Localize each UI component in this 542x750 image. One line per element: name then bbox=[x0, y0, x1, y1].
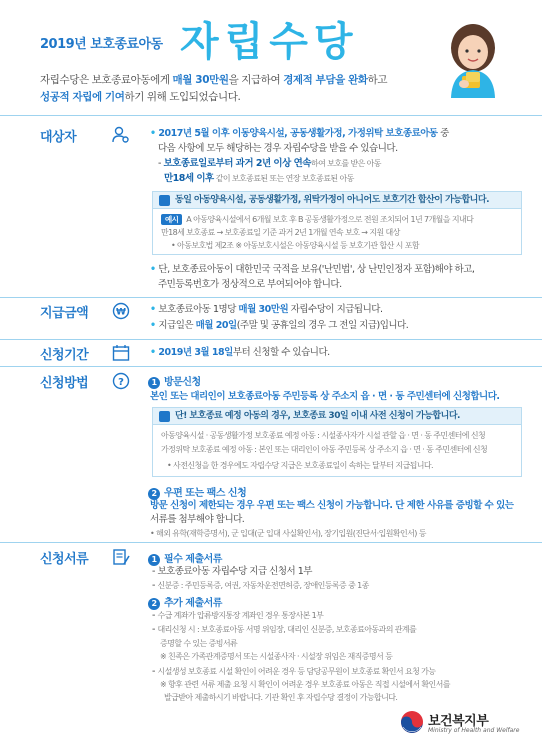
coin-won-icon bbox=[112, 302, 130, 320]
target-note-head: 동일 아동양육시설, 공동생활가정, 위탁가정이 아니어도 보호기간 합산이 가능합니다. bbox=[153, 192, 521, 209]
target-note-line-3: • 아동보호법 제2조 ※ 아동보호시설은 아동양육시설 등 보호기관 합산 시 포함 bbox=[171, 241, 419, 250]
ministry-logo bbox=[400, 708, 520, 738]
intro-highlight: 경제적 부담을 완화 bbox=[283, 74, 368, 86]
method-mail-line-1: 방문 신청이 제한되는 경우 우편 또는 팩스 신청이 가능합니다. 단 제한 사유를 증빙할 수 있는 bbox=[150, 500, 514, 511]
target-line-5: • 단, 보호종료아동이 대한민국 국적을 보유('난민법', 상 난민인정자 포함)해야 하고, bbox=[150, 264, 475, 275]
intro-highlight: 매월 30만원 bbox=[172, 74, 229, 86]
method-sub-visit: 1 방문신청 bbox=[148, 373, 201, 389]
intro-highlight: 성공적 자립에 기여 bbox=[40, 91, 125, 103]
method-note-box bbox=[152, 407, 522, 477]
period-line-1: • 2019년 3월 18일부터 신청할 수 있습니다. bbox=[150, 347, 330, 358]
section-title-method: 신청방법 bbox=[40, 376, 89, 391]
taegeuk-logo-icon bbox=[400, 710, 424, 734]
docs-additional-line-1: - 수급 계좌가 압류방지통장 계좌인 경우 통장사본 1부 bbox=[152, 610, 324, 621]
target-line-3: - 보호종료일로부터 과거 2년 이상 연속하여 보호를 받은 아동 bbox=[158, 158, 381, 169]
target-line-4: 만18세 이후 같이 보호종료된 또는 연장 보호종료된 아동 bbox=[164, 173, 354, 184]
docs-additional-line-7: 발급받아 제출하시기 바랍니다. 기관 확인 후 자립수당 결정이 가능합니다. bbox=[164, 693, 398, 702]
amount-line-2: • 지급일은 매월 20일(주말 및 공휴일의 경우 그 전일 지급)입니다. bbox=[150, 320, 409, 331]
target-note-line-1: 예시 A 아동양육시설에서 6개월 보호 후 B 공동생활가정으로 전원 조치되어 1년 7개월을 지내다 bbox=[161, 213, 517, 226]
section-title-target: 대상자 bbox=[40, 130, 77, 145]
intro-text: 을 지급하여 bbox=[228, 74, 284, 86]
section-title-docs: 신청서류 bbox=[40, 552, 89, 567]
docs-additional-line-2: - 대리신청 시 : 보호종료아동 서명 위임장, 대리인 신분증, 보호종료아동과의 관계를 bbox=[152, 624, 417, 635]
intro-text: 하기 위해 도입되었습니다. bbox=[124, 91, 241, 103]
intro-paragraph bbox=[40, 72, 430, 106]
intro-text: 자립수당은 보호종료아동에게 bbox=[40, 74, 173, 86]
docs-required-line-1: - 보호종료아동 자립수당 지급 신청서 1부 bbox=[152, 566, 312, 577]
section-title-period: 신청기간 bbox=[40, 348, 89, 363]
docs-additional-line-6: ※ 향후 관련 서류 제출 요청 시 확인이 어려운 경우 보호종료 아동은 직접 시설에서 확인서를 bbox=[160, 680, 450, 689]
method-note-head: 단! 보호종료 예정 아동의 경우, 보호종료 30일 이내 사전 신청이 가능합니다. bbox=[153, 408, 521, 425]
target-note-line-2: 만18세 보호종료 → 보호종료일 기준 과거 2년 1개월 연속 보호 → 지원 대상 bbox=[161, 228, 400, 237]
divider bbox=[0, 366, 542, 367]
method-mail-line-2: 서류를 첨부해야 합니다. bbox=[150, 514, 245, 525]
divider bbox=[0, 297, 542, 298]
divider bbox=[0, 115, 542, 116]
info-icon bbox=[159, 195, 170, 206]
target-line-1: • 2017년 5월 이후 이동양육시설, 공동생활가정, 가정위탁 보호종료아동 중 bbox=[150, 128, 449, 139]
docs-sub-additional: 2 추가 제출서류 bbox=[148, 594, 222, 610]
amount-line-1: • 보호종료아동 1명당 매월 30만원 자립수당이 지급됩니다. bbox=[150, 304, 383, 315]
character-illustration-icon bbox=[438, 18, 508, 98]
ministry-name-english: Ministry of Health and Welfare bbox=[428, 727, 520, 734]
person-gear-icon bbox=[112, 126, 130, 144]
intro-text: 하고 bbox=[367, 74, 388, 86]
page-title: 자립수당 bbox=[180, 19, 359, 65]
docs-required-line-2: - 신분증 : 주민등록증, 여권, 자동차운전면허증, 장애인등록증 중 1종 bbox=[152, 580, 369, 591]
target-line-6: 주민등록번호가 정상적으로 부여되어야 합니다. bbox=[158, 279, 342, 290]
year-tag: 2019년 보호종료아동 bbox=[40, 37, 163, 52]
docs-additional-line-5: - 시설생성 보호종료 시설 확인이 어려운 경우 등 담당공무원이 보호종료 확인서 요청 가능 bbox=[152, 666, 436, 677]
question-icon bbox=[112, 372, 130, 390]
method-visit-line: 본인 또는 대리인이 보호종료아동 주민등록 상 주소지 읍 · 면 · 동 주민센터에 신청합니다. bbox=[150, 391, 500, 402]
method-note-line-1: 아동양육시설 · 공동생활가정 보호종료 예정 아동 : 시설종사자가 시설 관할 읍 · 면 · 동 주민센터에 신청 bbox=[161, 431, 486, 440]
method-note-line-2: 가정위탁 보호종료 예정 아동 : 본인 또는 대리인이 아동 주민등록 상 주소지 읍 · 면 · 동 주민센터에 신청 bbox=[161, 445, 488, 454]
docs-additional-line-3: 증명할 수 있는 증빙서류 bbox=[160, 639, 238, 648]
document-pen-icon bbox=[112, 548, 130, 566]
method-sub-mail: 2 우편 또는 팩스 신청 bbox=[148, 484, 246, 500]
section-title-amount: 지급금액 bbox=[40, 306, 89, 321]
target-line-2: 다음 사항에 모두 해당하는 경우 자립수당을 받을 수 있습니다. bbox=[158, 143, 398, 154]
docs-additional-line-4: ※ 친족은 가족관계증명서 또는 시설종사자 · 시설장 위임은 재직증명서 등 bbox=[160, 652, 393, 661]
method-mail-line-3: • 해외 유학(재학증명서), 군 입대(군 입대 사실확인서), 장기입원(진단서·입원확인서) 등 bbox=[150, 529, 426, 538]
target-note-box bbox=[152, 191, 522, 255]
docs-sub-required: 1 필수 제출서류 bbox=[148, 550, 222, 566]
divider bbox=[0, 339, 542, 340]
svg-text:₩: ₩ bbox=[116, 307, 126, 318]
info-icon bbox=[159, 411, 170, 422]
divider bbox=[0, 542, 542, 543]
svg-text:?: ? bbox=[118, 377, 124, 388]
method-note-line-3: • 사전신청을 한 경우에도 자립수당 지급은 보호종료일이 속하는 달부터 지급됩니다. bbox=[167, 461, 433, 470]
calendar-icon bbox=[112, 344, 130, 362]
ministry-name-korean: 보건복지부 bbox=[428, 714, 489, 729]
